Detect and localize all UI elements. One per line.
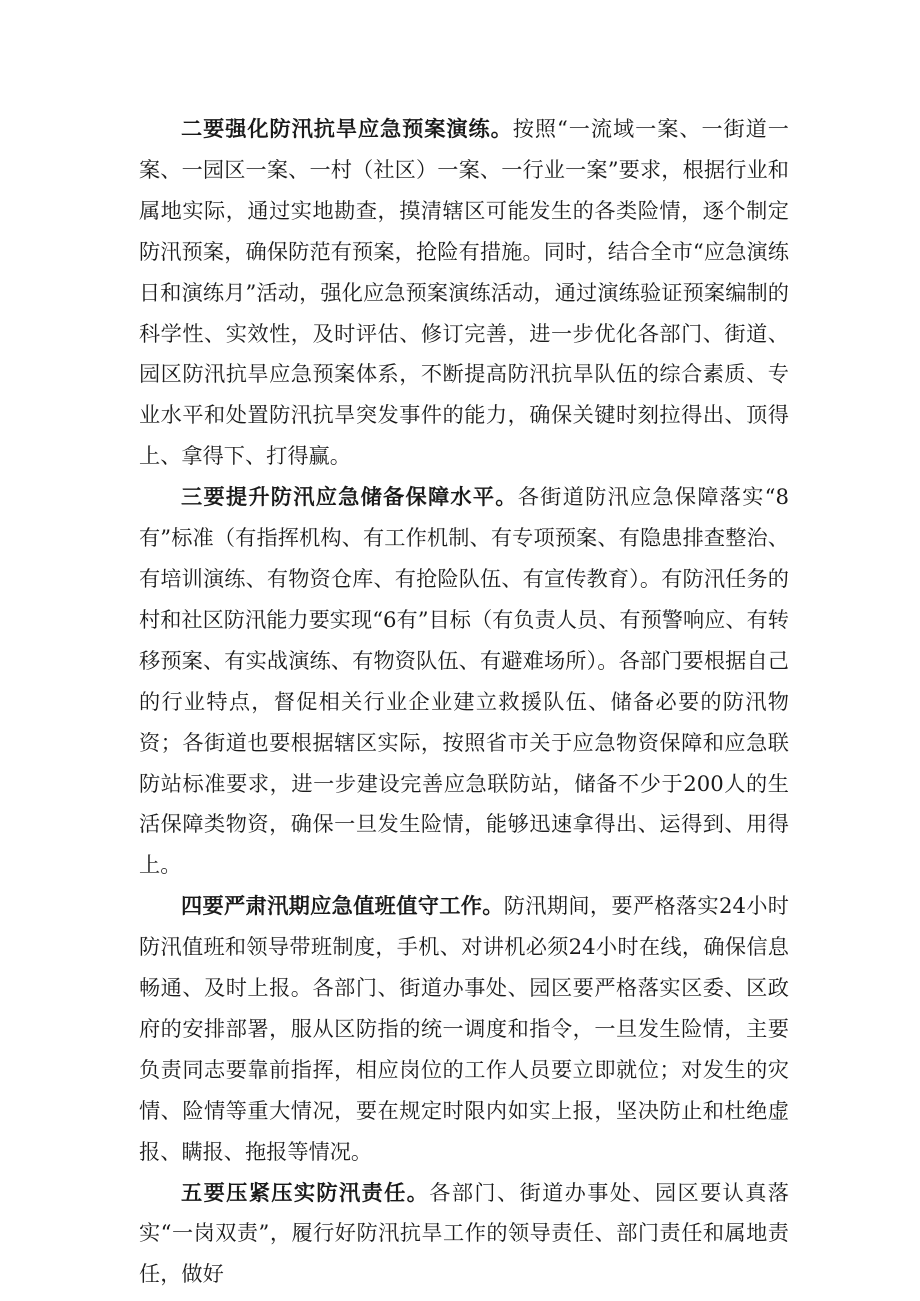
paragraph-text: 各部门、街道办事处、园区要认真落实“一岗双责”，履行好防汛抗旱工作的领导责任、部门责任和属地责任，做好	[139, 1179, 789, 1287]
paragraph-duty-shifts	[139, 886, 789, 1172]
document-body	[139, 109, 789, 1295]
paragraph-flood-drought-drills	[139, 109, 789, 477]
paragraph-heading: 二要强化防汛抗旱应急预案演练。	[181, 116, 513, 141]
paragraph-heading: 三要提升防汛应急储备保障水平。	[181, 484, 518, 510]
paragraph-text: 各街道防汛应急保障落实“8有”标准（有指挥机构、有工作机制、有专项预案、有隐患排查整治、有培训演练、有物资仓库、有抢险队伍、有宣传教育）。有防汛任务的村和社区防汛能力要实现“6有”目标（有负责人员、有预警响应、有转移预案、有实战演练、有物资队伍、有避难场所）。各部门要根据自己的行业特点，督促相关行业企业建立救援队伍、储备必要的防汛物资；各街道也要根据辖区实际，按照省市关于应急物资保障和应急联防站标准要求，进一步建设完善应急联防站，储备不少于200人的生活保障类物资，确保一旦发生险情，能够迅速拿得出、运得到、用得上。	[139, 484, 789, 878]
paragraph-text: 按照“一流域一案、一街道一案、一园区一案、一村（社区）一案、一行业一案”要求，根据行业和属地实际，通过实地勘查，摸清辖区可能发生的各类险情，逐个制定防汛预案，确保防范有预案，抢险有措施。同时，结合全市“应急演练日和演练月”活动，强化应急预案演练活动，通过演练验证预案编制的科学性、实效性，及时评估、修订完善，进一步优化各部门、街道、园区防汛抗旱应急预案体系，不断提高防汛抗旱队伍的综合素质、专业水平和处置防汛抗旱突发事件的能力，确保关键时刻拉得出、顶得上、拿得下、打得赢。	[139, 116, 789, 469]
paragraph-heading: 五要压紧压实防汛责任。	[181, 1179, 430, 1205]
paragraph-responsibility	[139, 1173, 789, 1296]
paragraph-text: 防汛期间，要严格落实24小时防汛值班和领导带班制度，手机、对讲机必须24小时在线，确保信息畅通、及时上报。各部门、街道办事处、园区要严格落实区委、区政府的安排部署，服从区防指的统一调度和指令，一旦发生险情，主要负责同志要靠前指挥，相应岗位的工作人员要立即就位；对发生的灾情、险情等重大情况，要在规定时限内如实上报，坚决防止和杜绝虚报、瞒报、拖报等情况。	[139, 893, 789, 1164]
paragraph-heading: 四要严肃汛期应急值班值守工作。	[181, 893, 504, 919]
paragraph-emergency-reserves	[139, 477, 789, 886]
